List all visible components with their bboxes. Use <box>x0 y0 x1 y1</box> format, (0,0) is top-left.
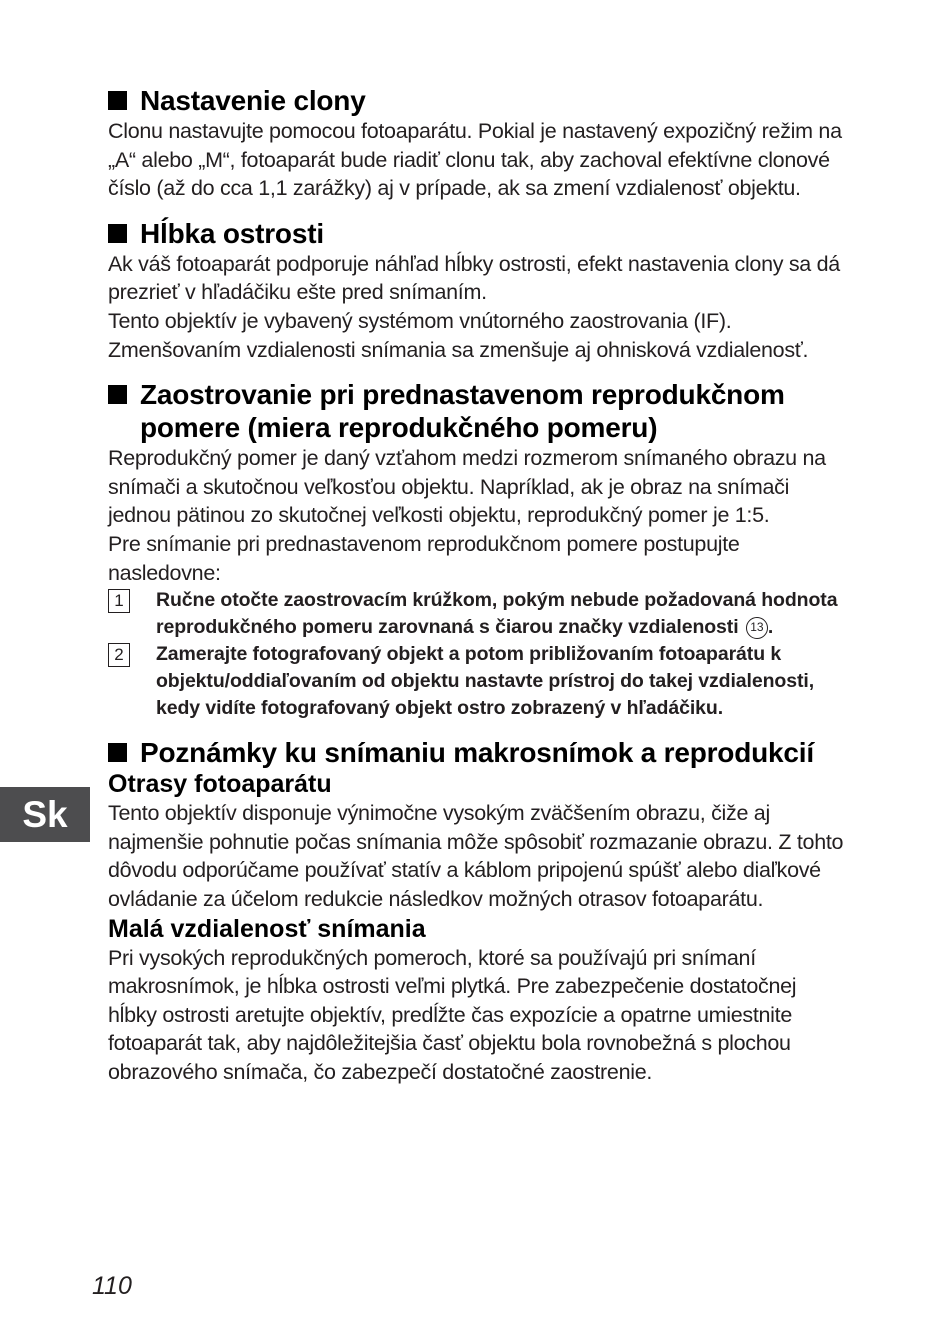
square-bullet-icon <box>108 385 127 404</box>
step-text: Zamerajte fotografovaný objekt a potom približovaním fotoaparátu k objektu/oddiaľovaním od objektu nastavte prístroj do takej vzdialenosti, kedy vidíte fotografovaný objekt ostro zobrazený v hľadáčiku. <box>156 643 815 720</box>
section-macro-notes <box>108 736 848 1086</box>
step-list <box>108 587 848 722</box>
step-number: 1 <box>108 589 130 613</box>
paragraph: Pri vysokých reprodukčných pomeroch, ktoré sa používajú pri snímaní makrosnímok, je hĺbka ostrosti veľmi plytká. Pre zabezpečenie dostatočnej hĺbky ostrosti aretujte objektív, predĺžte čas expozície a opatrne umiestnite fotoaparát tak, aby najdôležitejšia časť objektu bola rovnobežná s plochou obrazového snímača, čo zabezpečí dostatočné zaostrenie. <box>108 945 797 1084</box>
section-reproduction-ratio <box>108 378 848 722</box>
circled-reference-number: 13 <box>746 617 768 639</box>
square-bullet-icon <box>108 91 127 110</box>
page-number: 110 <box>92 1272 132 1300</box>
heading-text: Nastavenie clony <box>140 85 366 116</box>
subsection-heading: Malá vzdialenosť snímania <box>108 914 426 943</box>
step-item <box>108 587 848 641</box>
heading-text: Poznámky ku snímaniu makrosnímok a reprodukcií <box>140 737 814 769</box>
section-heading <box>108 736 848 769</box>
paragraph: Tento objektív disponuje výnimočne vysokým zväčšením obrazu, čiže aj najmenšie pohnutie počas snímania môže spôsobiť rozmazanie obrazu. Z tohto dôvodu odporúčame používať statív a káblom pripojenú spúšť alebo diaľkové ovládanie za účelom redukcie následkov možných otrasov fotoaparátu. <box>108 801 844 911</box>
paragraph: Reprodukčný pomer je daný vzťahom medzi rozmerom snímaného obrazu na snímači a skutočnou veľkosťou objektu. Napríklad, ak je obraz na snímači jednou pätinou zo skutočnej veľkosti objektu, reprodukčný pomer je 1:5. <box>108 446 826 528</box>
language-tab: Sk <box>0 787 90 842</box>
step-item <box>108 641 848 722</box>
step-text-wrap <box>156 587 848 641</box>
square-bullet-icon <box>108 224 127 243</box>
heading-text: Zaostrovanie pri prednastavenom reprodukčnom pomere (miera reprodukčného pomeru) <box>140 379 785 444</box>
square-bullet-icon <box>108 743 127 762</box>
paragraph: Ak váš fotoaparát podporuje náhľad hĺbky ostrosti, efekt nastavenia clony sa dá prezrieť v hľadáčiku ešte pred snímaním. <box>108 251 840 305</box>
step-text: Ručne otočte zaostrovacím krúžkom, pokým nebude požadovaná hodnota reprodukčného pomeru zarovnaná s čiarou značky vzdialenosti <box>156 589 838 639</box>
page-content <box>108 84 848 1086</box>
step-text-tail: . <box>767 616 774 639</box>
section-heading <box>108 217 848 250</box>
section-aperture <box>108 84 848 203</box>
section-heading <box>108 84 848 117</box>
section-depth-of-field <box>108 217 848 364</box>
step-number: 2 <box>108 643 130 667</box>
section-heading <box>108 378 848 444</box>
subsection-heading: Otrasy fotoaparátu <box>108 770 332 799</box>
paragraph: Tento objektív je vybavený systémom vnútorného zaostrovania (IF). Zmenšovaním vzdialenosti snímania sa zmenšuje aj ohnisková vzdialenosť. <box>108 308 809 362</box>
paragraph: Pre snímanie pri prednastavenom reprodukčnom pomere postupujte nasledovne: <box>108 531 740 585</box>
heading-text: Hĺbka ostrosti <box>140 217 324 249</box>
paragraph: Clonu nastavujte pomocou fotoaparátu. Pokial je nastavený expozičný režim na „A“ alebo „M“, fotoaparát bude riadiť clonu tak, aby zachoval efektívne clonové číslo (až do cca 1,1 zarážky) aj v prípade, ak sa zmení vzdialenosť objektu. <box>108 119 842 201</box>
